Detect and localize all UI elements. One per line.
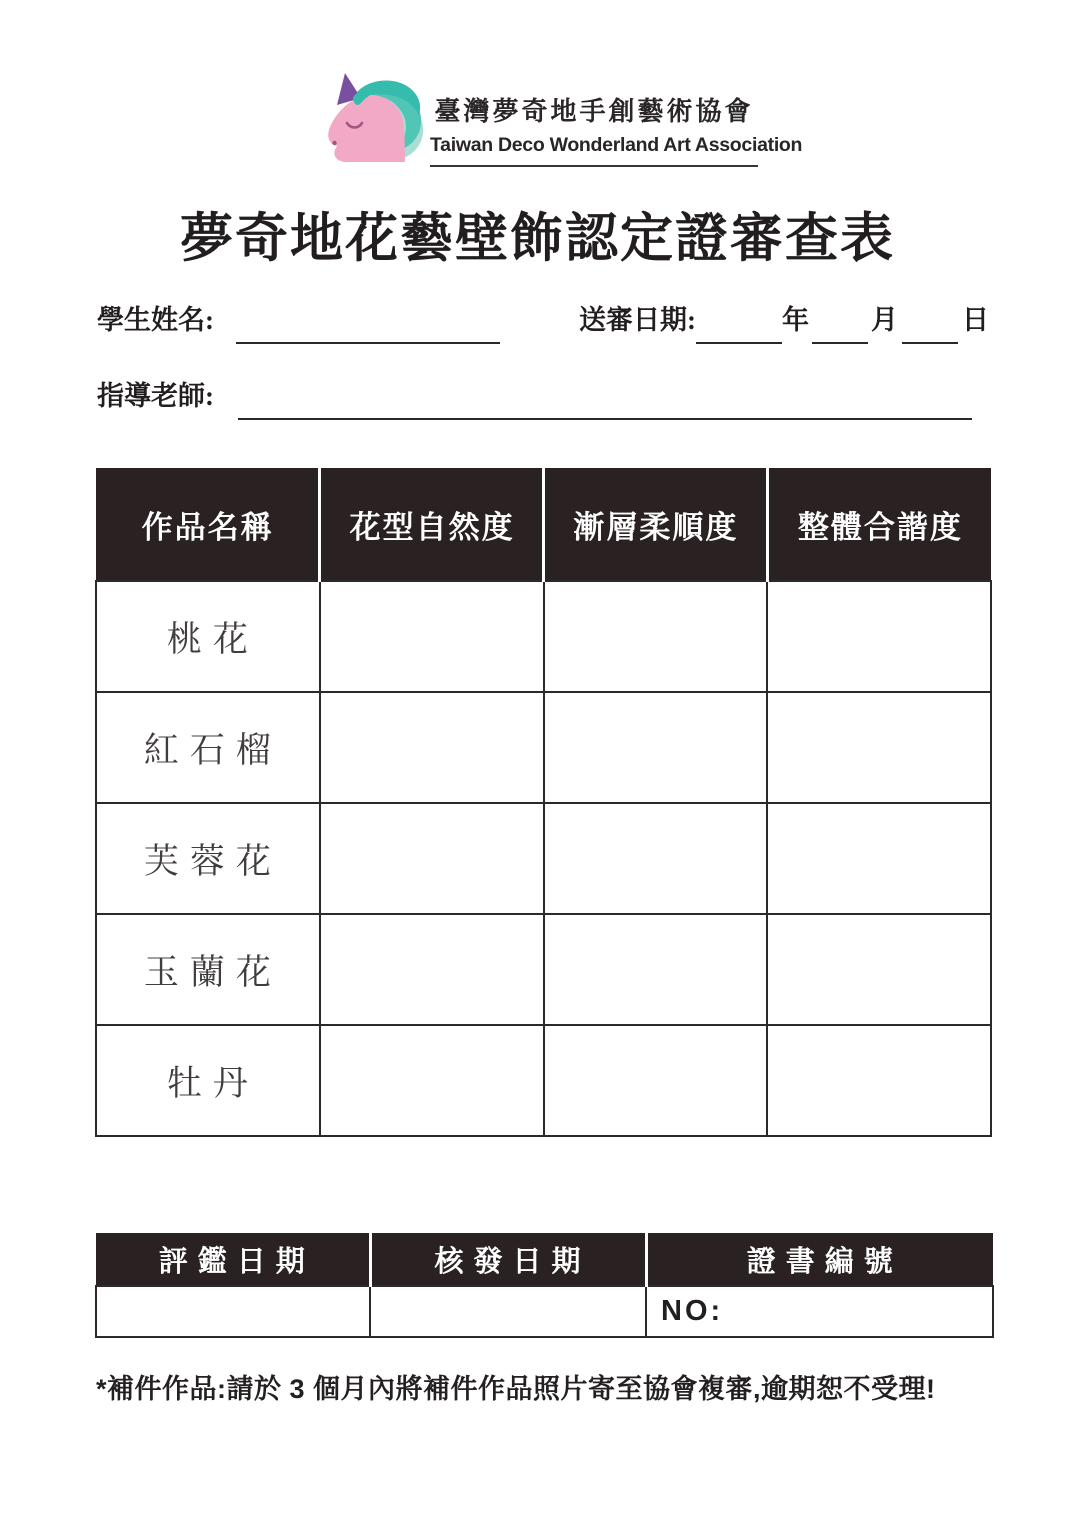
work-name-cell: 玉蘭花 [96, 914, 320, 1025]
table-row [96, 692, 991, 803]
score-cell [544, 1025, 768, 1136]
logo-underline [430, 165, 758, 167]
teacher-blank [238, 418, 972, 420]
score-cell [320, 692, 544, 803]
unicorn-logo-icon [317, 71, 429, 163]
score-cell [544, 803, 768, 914]
month-blank [812, 342, 868, 344]
student-name-label: 學生姓名: [97, 305, 214, 335]
association-name-zh: 臺灣夢奇地手創藝術協會 [434, 96, 754, 126]
header-evaluation-date: 評鑑日期 [96, 1233, 370, 1286]
review-score-table [95, 468, 992, 1137]
score-cell [544, 914, 768, 1025]
evaluation-date-cell [96, 1286, 370, 1337]
score-cell [767, 803, 991, 914]
score-cell [544, 692, 768, 803]
association-logo [430, 91, 803, 167]
work-name-cell: 桃花 [96, 581, 320, 692]
header-certificate-number: 證書編號 [646, 1233, 993, 1286]
header-issue-date: 核發日期 [370, 1233, 646, 1286]
header-gradient-smoothness: 漸層柔順度 [544, 468, 768, 581]
table-row [96, 803, 991, 914]
teacher-label: 指導老師: [97, 381, 214, 411]
association-name-en: Taiwan Deco Wonderland Art Association [430, 134, 803, 156]
day-blank [902, 342, 958, 344]
score-cell [544, 581, 768, 692]
month-suffix: 月 [871, 305, 898, 335]
header-overall-harmony: 整體合諧度 [767, 468, 991, 581]
review-table-header-row [96, 468, 991, 581]
submit-date-label: 送審日期: [579, 305, 696, 335]
score-cell [767, 914, 991, 1025]
score-cell [320, 803, 544, 914]
work-name-cell: 芙蓉花 [96, 803, 320, 914]
score-cell [320, 914, 544, 1025]
table-row [96, 1286, 993, 1337]
work-name-cell: 牡丹 [96, 1025, 320, 1136]
footer-note: *補件作品:請於 3 個月內將補件作品照片寄至協會複審,逾期恕不受理! [96, 1374, 936, 1404]
table-row [96, 914, 991, 1025]
day-suffix: 日 [962, 305, 989, 335]
score-cell [767, 692, 991, 803]
header-work-name: 作品名稱 [96, 468, 320, 581]
student-date-line [97, 305, 989, 335]
work-name-cell: 紅石榴 [96, 692, 320, 803]
issue-date-cell [370, 1286, 646, 1337]
year-suffix: 年 [782, 305, 809, 335]
score-cell [320, 581, 544, 692]
certificate-table-header-row [96, 1233, 993, 1286]
header-flower-naturalness: 花型自然度 [320, 468, 544, 581]
year-blank [696, 342, 782, 344]
table-row [96, 581, 991, 692]
certificate-number-cell: NO: [646, 1286, 993, 1337]
document-title: 夢奇地花藝壁飾認定證審查表 [180, 210, 895, 268]
score-cell [767, 1025, 991, 1136]
certificate-table [95, 1233, 994, 1338]
student-name-blank [236, 342, 500, 344]
score-cell [320, 1025, 544, 1136]
table-row [96, 1025, 991, 1136]
score-cell [767, 581, 991, 692]
teacher-line [97, 381, 972, 411]
